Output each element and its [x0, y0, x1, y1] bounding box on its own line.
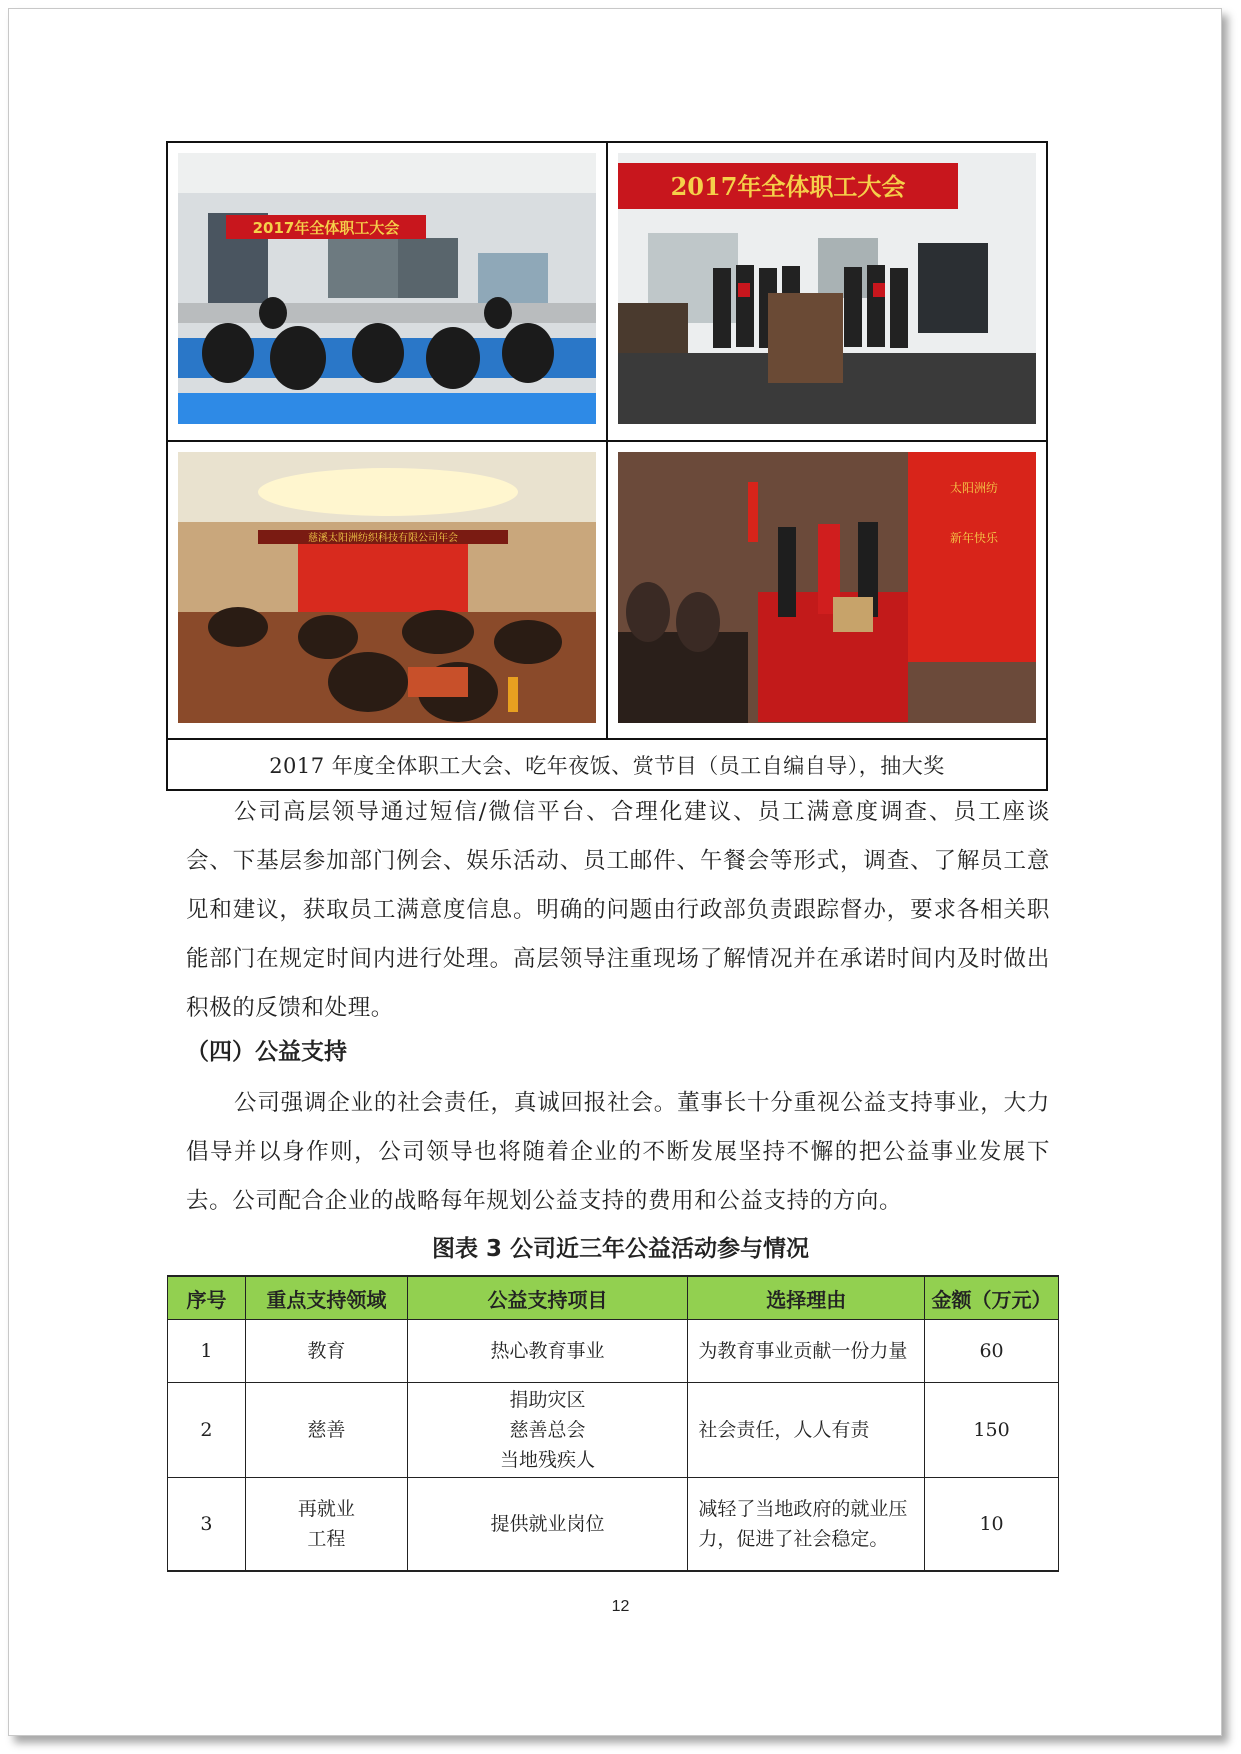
cell-area	[245, 1478, 407, 1572]
bottom-left-banner-text: 慈溪太阳洲纺织科技有限公司年会	[308, 532, 458, 544]
paragraph-public-welfare: 公司强调企业的社会责任，真诚回报社会。董事长十分重视公益支持事业，大力倡导并以身作则，公司领导也将随着企业的不断发展坚持不懈的把公益事业发展下去。公司配合企业的战略每年规划公益支持的费用和公益支持的方向。	[186, 1090, 1050, 1214]
photo-cell-banquet-hall	[167, 441, 607, 740]
cell-amount: 150	[925, 1383, 1059, 1478]
cell-amount: 60	[925, 1320, 1059, 1383]
top-right-banner-text: 2017年全体职工大会	[670, 172, 906, 201]
table-row	[168, 1478, 1059, 1572]
photo-meeting-audience	[178, 153, 596, 430]
welfare-activity-table	[167, 1275, 1059, 1572]
column-header: 金额（万元）	[925, 1276, 1059, 1320]
project-line: 慈善总会	[509, 1419, 586, 1441]
cell-reason: 社会责任，人人有责	[688, 1383, 925, 1478]
stage-group-image	[618, 153, 1036, 424]
table-row	[168, 1320, 1059, 1383]
stage-prize-image	[618, 452, 1036, 723]
figure-title: 图表 3 公司近三年公益活动参与情况	[431, 1236, 810, 1262]
photo-cell-meeting-audience	[167, 142, 607, 441]
cell-no: 1	[168, 1320, 246, 1383]
cell-no: 3	[168, 1478, 246, 1572]
cell-project: 提供就业岗位	[407, 1478, 688, 1572]
photo-caption: 2017 年度全体职工大会、吃年夜饭、赏节目（员工自编自导），抽大奖	[167, 739, 1047, 790]
paragraph-employee-feedback: 公司高层领导通过短信/微信平台、合理化建议、员工满意度调查、员工座谈会、下基层参加部门例会、娱乐活动、员工邮件、午餐会等形式，调查、了解员工意见和建议，获取员工满意度信息。明确的问题由行政部负责跟踪督办，要求各相关职能部门在规定时间内进行处理。高层领导注重现场了解情况并在承诺时间内及时做出积极的反馈和处理。	[186, 799, 1050, 1021]
cell-amount: 10	[925, 1478, 1059, 1572]
cell-project	[407, 1383, 688, 1478]
column-header: 选择理由	[688, 1276, 925, 1320]
column-header: 公益支持项目	[407, 1276, 688, 1320]
cell-no: 2	[168, 1383, 246, 1478]
top-left-banner-text: 2017年全体职工大会	[252, 219, 400, 237]
column-header: 重点支持领域	[245, 1276, 407, 1320]
photo-banquet-hall	[178, 452, 596, 729]
table-row	[168, 1383, 1059, 1478]
cell-project: 热心教育事业	[407, 1320, 688, 1383]
cell-area: 教育	[245, 1320, 407, 1383]
photo-cell-stage-prize	[607, 441, 1047, 740]
bottom-right-screen-line1: 太阳洲纺	[949, 480, 998, 495]
photo-cell-stage-group	[607, 142, 1047, 441]
area-line: 再就业	[297, 1498, 355, 1520]
project-line: 捐助灾区	[509, 1389, 586, 1411]
table-header-row	[168, 1276, 1059, 1320]
project-line: 当地残疾人	[500, 1449, 596, 1471]
cell-reason: 减轻了当地政府的就业压力，促进了社会稳定。	[688, 1478, 925, 1572]
meeting-audience-image	[178, 153, 596, 424]
cell-reason: 为教育事业贡献一份力量	[688, 1320, 925, 1383]
column-header: 序号	[168, 1276, 246, 1320]
area-line: 工程	[307, 1528, 346, 1550]
cell-area: 慈善	[245, 1383, 407, 1478]
photo-stage-group	[618, 153, 1036, 430]
section-heading: （四）公益支持	[186, 1039, 347, 1065]
photo-grid	[166, 141, 1048, 791]
banquet-hall-image	[178, 452, 596, 723]
page-number: 12	[611, 1598, 630, 1615]
photo-stage-prize	[618, 452, 1036, 729]
bottom-right-screen-line2: 新年快乐	[949, 530, 998, 545]
